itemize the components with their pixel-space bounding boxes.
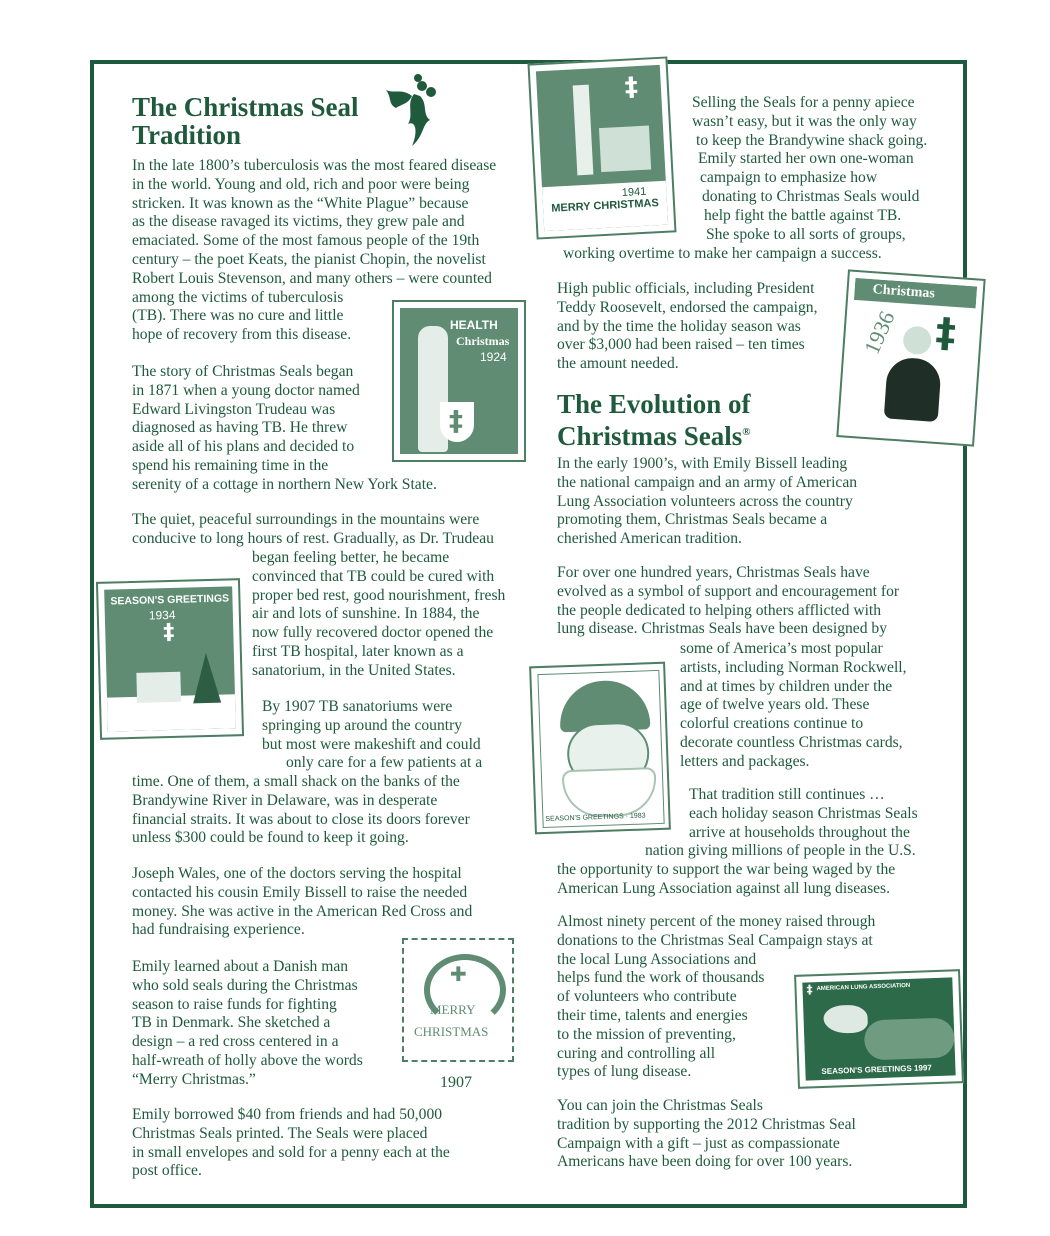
text-line: Americans have been doing for over 100 years. — [557, 1153, 853, 1171]
text-line: convinced that TB could be cured with — [252, 567, 495, 585]
double-cross-icon: ‡ — [449, 404, 463, 437]
text-line: century – the poet Keats, the pianist Chopin, the novelist — [132, 250, 486, 268]
text-line: emaciated. Some of the most famous people of the 19th — [132, 232, 480, 250]
text-line: In the late 1800’s tuberculosis was the most feared disease — [132, 157, 497, 174]
text-line: (TB). There was no cure and little — [132, 307, 344, 325]
text-line: Almost ninety percent of the money raised through — [557, 913, 876, 930]
double-cross-icon: ‡ — [934, 309, 958, 358]
paragraph-join-tradition — [557, 1097, 856, 1172]
title-line-2-text: Christmas Seals — [557, 421, 743, 451]
text-line: money. She was active in the American Red Cross and — [132, 902, 473, 920]
stamp-bottom-text: SEASON'S GREETINGS 1997 — [821, 1063, 932, 1077]
stamp-year: 1936 — [858, 307, 900, 358]
text-line: the opportunity to support the war being waged by the — [557, 860, 896, 878]
text-line: Lung Association volunteers across the country — [557, 492, 853, 510]
text-line: Edward Livingston Trudeau was — [132, 400, 336, 418]
girl-dress — [884, 356, 942, 422]
text-line: air and lots of sunshine. In 1884, the — [252, 605, 480, 623]
text-line: spend his remaining time in the — [132, 456, 329, 474]
cottage-shape — [136, 672, 181, 703]
text-line: over $3,000 had been raised – ten times — [557, 336, 805, 354]
double-cross-icon: ‡ — [162, 619, 175, 646]
paragraph-emily-borrowed — [132, 1106, 450, 1181]
text-line: Christmas Seals printed. The Seals were placed — [132, 1124, 428, 1142]
text-line: of volunteers who contribute — [557, 988, 737, 1006]
text-line: types of lung disease. — [557, 1063, 692, 1081]
text-line: season to raise funds for fighting — [132, 995, 337, 1013]
registered-mark: ® — [742, 426, 751, 438]
text-line: colorful creations continue to — [680, 715, 864, 733]
text-line: donations to the Christmas Seal Campaign stays at — [557, 931, 873, 949]
double-cross-icon: ‡ — [624, 72, 639, 103]
text-line: financial straits. It was about to close its doors forever — [132, 810, 470, 828]
text-line: only care for a few patients at a — [286, 754, 483, 772]
text-line: and by the time the holiday season was — [557, 317, 801, 335]
text-line: letters and packages. — [680, 752, 810, 770]
stamp-1934-seasons-greetings — [96, 578, 244, 740]
text-line: aside all of his plans and decided to — [132, 438, 355, 456]
paragraph-tradition-continues-cont — [557, 842, 916, 898]
text-line: campaign to emphasize how — [700, 169, 878, 187]
text-line: Robert Louis Stevenson, and many others – were counted — [132, 269, 492, 287]
stamp-image — [410, 946, 506, 1054]
text-line: curing and controlling all — [557, 1044, 716, 1062]
text-line: tradition by supporting the 2012 Christmas Seal — [557, 1115, 856, 1133]
text-line: The quiet, peaceful surroundings in the mountains were — [132, 511, 480, 528]
stamp-image — [802, 977, 955, 1080]
text-line: the amount needed. — [557, 355, 679, 373]
stamp-year: 1941 — [621, 185, 647, 200]
text-line: among the victims of tuberculosis — [132, 288, 344, 306]
stamp-image — [845, 278, 977, 438]
stamp-1924-health — [392, 300, 526, 462]
text-line: promoting them, Christmas Seals became a — [557, 511, 828, 529]
text-line: Joseph Wales, one of the doctors serving the hospital — [132, 865, 462, 882]
text-line: to keep the Brandywine shack going. — [696, 131, 928, 149]
text-line: evolved as a symbol of support and encouragement for — [557, 582, 900, 600]
stamp-line2: Christmas — [456, 334, 510, 348]
stamp-image — [104, 586, 236, 731]
text-line: serenity of a cottage in northern New York State. — [132, 475, 437, 493]
title-line-2: Tradition — [132, 120, 242, 150]
text-line: the people dedicated to helping others afflicted with — [557, 601, 882, 619]
stamp-1997-lung-association — [794, 969, 964, 1089]
lighthouse-tower — [573, 85, 594, 176]
text-line: proper bed rest, good nourishment, fresh — [252, 586, 506, 604]
text-line: High public officials, including President — [557, 280, 815, 297]
tree-shape — [192, 653, 221, 704]
red-cross-icon: ✚ — [450, 962, 467, 986]
paragraph-quiet-surroundings — [132, 511, 494, 549]
text-line: each holiday season Christmas Seals — [689, 804, 918, 822]
text-line: That tradition still continues … — [689, 786, 885, 803]
cottage-shape — [599, 126, 651, 173]
text-line: wasn’t easy, but it was the only way — [692, 112, 917, 130]
text-line: helps fund the work of thousands — [557, 969, 765, 987]
stamp-text: SEASON'S GREETINGS · 1983 — [545, 812, 646, 823]
text-line: donating to Christmas Seals would — [702, 187, 920, 205]
stamp-top-text: AMERICAN LUNG ASSOCIATION — [816, 982, 911, 993]
text-line: By 1907 TB sanatoriums were — [262, 698, 453, 715]
text-line: In the early 1900’s, with Emily Bissell leading — [557, 455, 848, 472]
text-line: some of America’s most popular — [680, 640, 883, 657]
title-christmas-seal-tradition — [132, 93, 359, 149]
stamp-line1: MERRY — [430, 1002, 476, 1017]
stamp-1936-girl — [836, 269, 985, 446]
text-line: artists, including Norman Rockwell, — [680, 658, 907, 676]
text-line: began feeling better, he became — [252, 549, 450, 566]
paragraph-sanatoriums — [262, 698, 482, 773]
text-line: You can join the Christmas Seals — [557, 1097, 763, 1114]
stamp-year: 1934 — [148, 607, 176, 623]
text-line: age of twelve years old. These — [680, 696, 870, 714]
text-line: had fundraising experience. — [132, 921, 305, 939]
paragraph-hundred-years-cont — [680, 640, 907, 772]
paragraph-danish-man — [132, 958, 363, 1090]
title-line-1: The Christmas Seal — [132, 92, 359, 122]
title-line-1: The Evolution of — [557, 389, 751, 419]
dove-shape — [823, 1004, 868, 1034]
text-line: decorate countless Christmas cards, — [680, 733, 903, 751]
text-line: help fight the battle against TB. — [704, 206, 902, 224]
text-line: She spoke to all sorts of groups, — [706, 225, 906, 243]
paragraph-high-officials — [557, 280, 817, 374]
stamp-image — [537, 670, 664, 828]
text-line: Brandywine River in Delaware, was in desperate — [132, 791, 438, 809]
paragraph-selling-seals-last — [563, 245, 882, 264]
stamp-1941-lighthouse — [527, 56, 676, 239]
holly-garland-shape — [864, 1017, 955, 1060]
text-line: Emily learned about a Danish man — [132, 958, 349, 975]
text-line: half-wreath of holly above the words — [132, 1051, 363, 1069]
text-line: hope of recovery from this disease. — [132, 326, 352, 344]
text-line: Emily started her own one-woman — [698, 150, 914, 168]
text-line: post office. — [132, 1162, 202, 1180]
text-line: unless $300 could be found to keep it going. — [132, 829, 409, 847]
paragraph-quiet-surroundings-cont — [252, 549, 505, 681]
paragraph-tradition-continues — [689, 786, 918, 842]
text-line: cherished American tradition. — [557, 530, 742, 548]
stamp-1907-merry-christmas — [402, 938, 514, 1062]
text-line: Selling the Seals for a penny apiece — [692, 94, 915, 111]
text-line: the national campaign and an army of American — [557, 473, 858, 491]
text-line: design – a red cross centered in a — [132, 1033, 339, 1051]
text-line: For over one hundred years, Christmas Seals have — [557, 564, 870, 581]
title-line-2 — [557, 418, 751, 450]
paragraph-joseph-wales — [132, 865, 472, 940]
text-line: in 1871 when a young doctor named — [132, 381, 360, 399]
text-line: in the world. Young and old, rich and poor were being — [132, 175, 470, 193]
paragraph-hundred-years — [557, 564, 899, 639]
title-evolution-of-seals — [557, 390, 751, 450]
text-line: nation giving millions of people in the U.S. — [645, 842, 916, 859]
text-line: “Merry Christmas.” — [132, 1070, 256, 1088]
holly-icon — [384, 74, 446, 152]
stamp-image — [536, 65, 668, 231]
text-line: sanatorium, in the United States. — [252, 661, 456, 679]
paragraph-selling-seals — [692, 94, 927, 244]
girl-head — [902, 325, 932, 355]
stamp-word: Christmas — [872, 282, 936, 302]
stamp-line1: HEALTH — [450, 318, 498, 332]
text-line: but most were makeshift and could — [262, 735, 481, 753]
text-line: springing up around the country — [262, 716, 463, 734]
text-line: working overtime to make her campaign a success. — [563, 245, 882, 262]
text-line: stricken. It was known as the “White Plague” because — [132, 194, 469, 212]
stamp-image — [400, 308, 518, 454]
stamp-1983-santa — [529, 662, 671, 835]
text-line: in small envelopes and sold for a penny each at the — [132, 1143, 450, 1161]
stamp-line1: SEASON'S GREETINGS — [110, 592, 230, 608]
stamp-line2: CHRISTMAS — [414, 1024, 489, 1039]
paragraph-sanatoriums-cont — [132, 773, 470, 848]
text-line: Teddy Roosevelt, endorsed the campaign, — [557, 298, 818, 316]
text-line: Campaign with a gift – just as compassionate — [557, 1134, 840, 1152]
text-line: conducive to long hours of rest. Gradually, as Dr. Trudeau — [132, 529, 494, 547]
caption-1907: 1907 — [440, 1074, 472, 1091]
text-line: TB in Denmark. She sketched a — [132, 1014, 331, 1032]
text-line: lung disease. Christmas Seals have been designed by — [557, 620, 887, 638]
santa-beard — [562, 767, 658, 818]
stamp-text: MERRY CHRISTMAS — [551, 197, 660, 215]
stamp-caption-area — [542, 185, 668, 231]
stamp-year: 1924 — [480, 350, 507, 364]
text-line: Emily borrowed $40 from friends and had 50,000 — [132, 1106, 443, 1123]
paragraph-early-1900s — [557, 455, 857, 549]
text-line: the local Lung Associations and — [557, 950, 757, 968]
text-line: to the mission of preventing, — [557, 1025, 736, 1043]
text-line: American Lung Association against all lung diseases. — [557, 879, 891, 897]
text-line: their time, talents and energies — [557, 1006, 748, 1024]
double-cross-icon: ‡ — [806, 982, 813, 997]
text-line: arrive at households throughout the — [689, 823, 910, 841]
text-line: diagnosed as having TB. He threw — [132, 419, 348, 437]
text-line: first TB hospital, later known as a — [252, 642, 464, 660]
text-line: time. One of them, a small shack on the banks of the — [132, 773, 460, 790]
text-line: The story of Christmas Seals began — [132, 363, 354, 380]
text-line: and at times by children under the — [680, 677, 893, 695]
text-line: now fully recovered doctor opened the — [252, 624, 494, 642]
text-line: as the disease ravaged its victims, they grew pale and — [132, 213, 465, 231]
text-line: contacted his cousin Emily Bissell to raise the needed — [132, 883, 468, 901]
text-line: who sold seals during the Christmas — [132, 976, 358, 994]
